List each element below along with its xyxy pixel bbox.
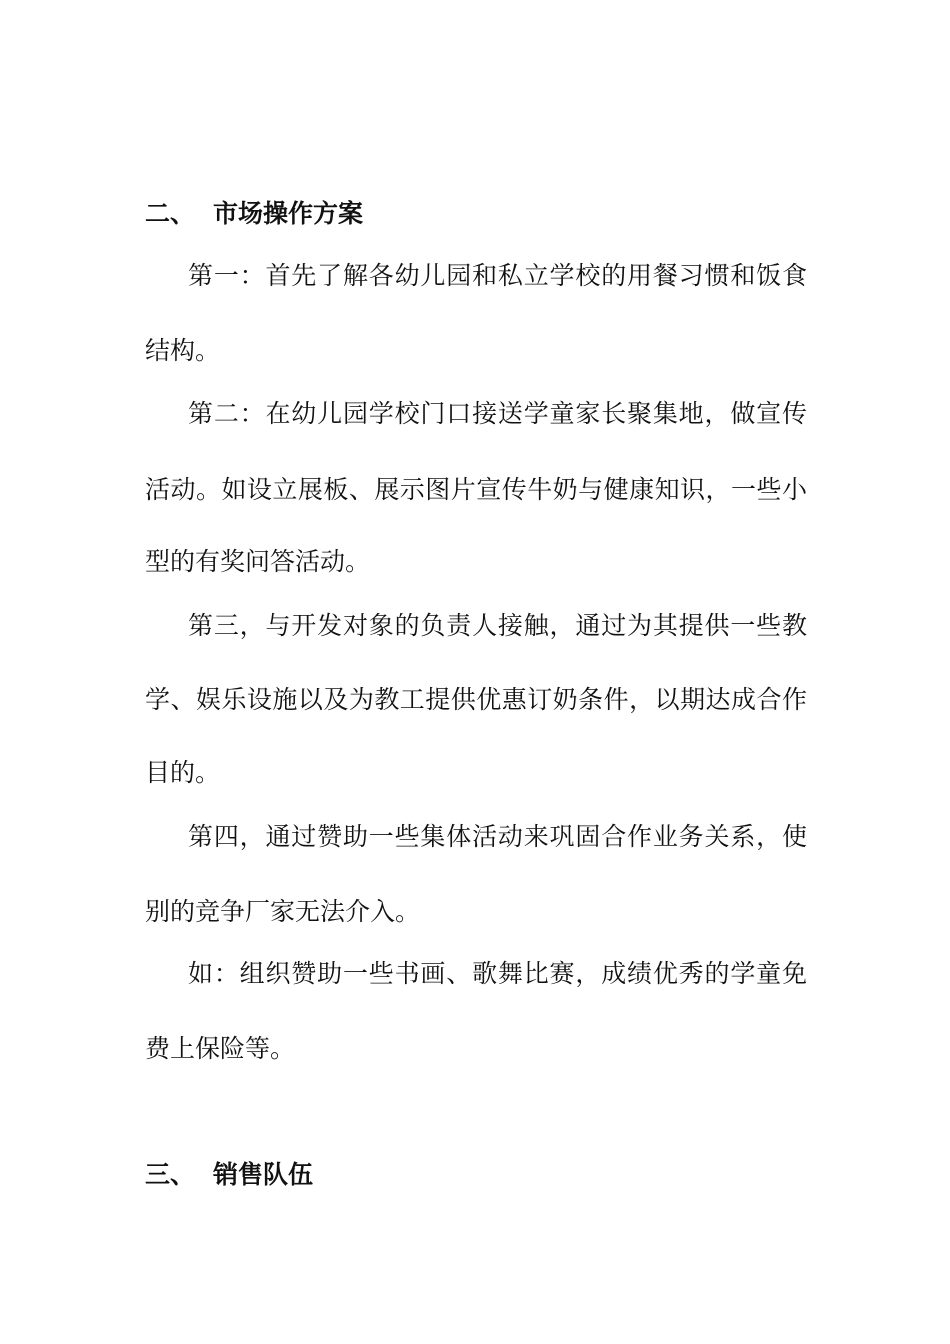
section-number: 二、 bbox=[145, 199, 196, 228]
section-title: 市场操作方案 bbox=[213, 199, 364, 228]
paragraph-line: 学、娱乐设施以及为教工提供优惠订奶条件，以期达成合作 bbox=[145, 685, 807, 714]
paragraph-line: 第二：在幼儿园学校门口接送学童家长聚集地，做宣传 bbox=[188, 399, 807, 428]
paragraph-line: 型的有奖问答活动。 bbox=[145, 547, 371, 576]
paragraph-line: 第三，与开发对象的负责人接触，通过为其提供一些教 bbox=[188, 611, 807, 640]
section-heading-sales-team bbox=[145, 1159, 313, 1191]
paragraph-line: 目的。 bbox=[145, 758, 221, 787]
paragraph-line: 结构。 bbox=[145, 336, 221, 365]
paragraph-line: 第四，通过赞助一些集体活动来巩固合作业务关系，使 bbox=[188, 822, 807, 851]
paragraph-line: 第一：首先了解各幼儿园和私立学校的用餐习惯和饭食 bbox=[188, 261, 807, 290]
section-number: 三、 bbox=[145, 1160, 196, 1189]
paragraph-line: 费上保险等。 bbox=[145, 1034, 296, 1063]
paragraph-line: 如：组织赞助一些书画、歌舞比赛，成绩优秀的学童免 bbox=[188, 959, 807, 988]
section-heading-market-plan bbox=[145, 198, 363, 230]
section-title: 销售队伍 bbox=[213, 1160, 314, 1189]
paragraph-line: 别的竞争厂家无法介入。 bbox=[145, 897, 421, 926]
paragraph-line: 活动。如设立展板、展示图片宣传牛奶与健康知识，一些小 bbox=[145, 475, 807, 504]
